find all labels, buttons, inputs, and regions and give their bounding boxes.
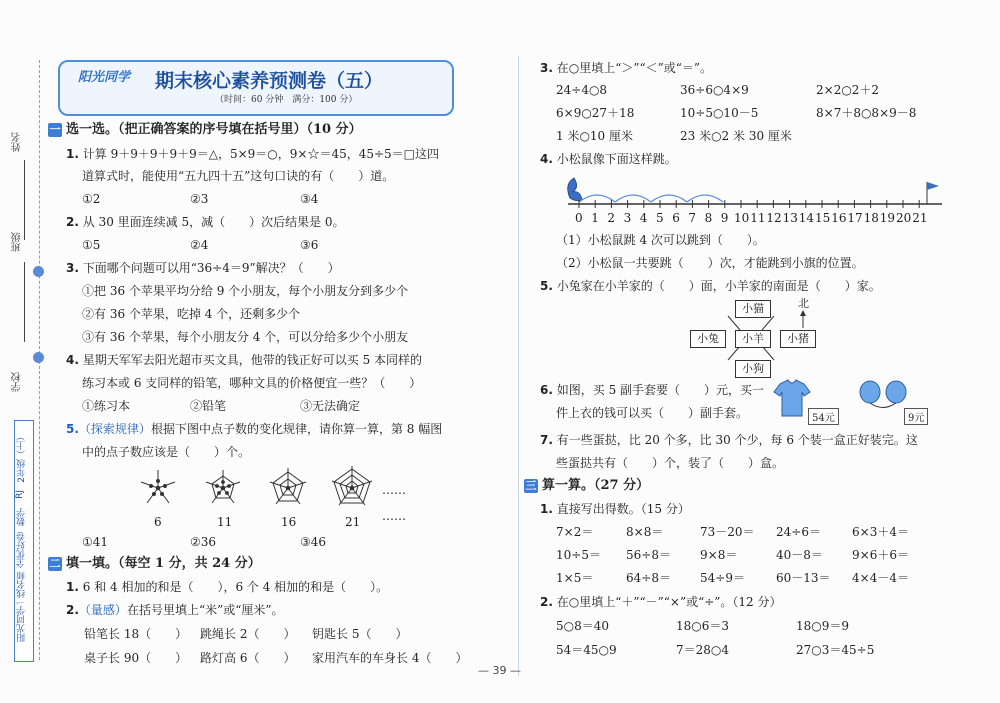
option: ①练习本 [82,399,131,413]
question-tag: （探索规律） [78,422,151,436]
compare-item: 36÷6○4×9 [680,83,749,97]
operator-item: 27○3＝45÷5 [796,643,875,657]
class-line [24,262,25,342]
number-line-label: 5 [656,211,664,225]
calc-item: 73－20＝ [700,525,755,539]
spine-text: 2年级（上） [17,432,27,483]
question-text: 6 和 4 相加的和是（ ），6 个 4 相加的和是（ ）。 [82,580,389,594]
fill-question-7 [540,432,918,448]
question-text: 下面哪个问题可以用“36÷4＝9”解决？（ ） [82,261,340,275]
fill-question-4 [540,151,677,167]
calc-item: 9×6＋6＝ [852,548,909,562]
fill-item: 钥匙长 5（ ） [312,627,408,641]
fill-question-3 [540,60,712,76]
map-cell-cat: 小猫 [735,300,771,318]
option: ②4 [190,238,209,252]
number-line-label: 1 [591,211,599,225]
question-number: 1. [540,502,553,516]
question-number: 2. [66,603,79,617]
compare-item: 23 米○2 米 30 厘米 [680,129,792,143]
compare-item: 8×7＋8○8×9－8 [816,106,917,120]
question-3 [66,260,340,276]
question-number: 3. [540,61,553,75]
question-2 [66,214,345,230]
map-cell-dog: 小狗 [735,360,771,378]
map-cell-sheep: 小羊 [735,330,771,348]
question-tag: （量感） [78,603,127,617]
fill-item: 铅笔长 18（ ） [84,627,188,641]
question-text: 练习本或 6 支同样的铅笔，哪种文具的价格便宜一些？（ ） [82,376,422,390]
number-line-label: 2 [607,211,616,225]
shirt-icon [772,378,812,418]
question-5 [66,421,442,437]
section-title: 选一选。（把正确答案的序号填在括号里）（10 分） [66,122,362,137]
calc-item: 10÷5＝ [556,548,601,562]
calc-item: 56÷8＝ [626,548,671,562]
continuation-dots: …… [382,483,406,497]
fill-item: 路灯高 6（ ） [200,651,296,665]
map-cell-rabbit: 小兔 [690,330,726,348]
compare-item: 6×9○27＋18 [556,106,635,120]
north-arrow-icon [798,310,808,330]
question-text: 些蛋挞共有（ ）个，装了（ ）盒。 [556,456,785,470]
question-text: 在○里填上“＋”“－”“×”或“÷”。（12 分） [556,595,782,609]
question-text: 有一些蛋挞，比 20 个多，比 30 个少，每 6 个装一盒正好装完。这 [556,433,918,447]
calc-item: 8×8＝ [626,525,664,539]
question-text: 小松鼠像下面这样跳。 [556,152,677,166]
question-number: 1. [66,147,79,161]
binding-hole [33,352,44,363]
star-figure-1 [141,470,175,503]
option: ③有 36 个苹果，每个小朋友分 4 个，可以分给多少个小朋友 [82,330,409,344]
question-text: 道算式时，能使用“五九四十五”这句口诀的有（ ）道。 [82,169,395,183]
calc-item: 4×4－4＝ [852,571,909,585]
calc-question-1 [540,501,690,517]
shirt-price-tag: 54元 [808,408,839,425]
question-text: 星期天军军去阳光超市买文具，他带的钱正好可以买 5 本同样的 [82,353,423,367]
option: ①2 [82,192,101,206]
squirrel-icon [568,178,582,201]
calc-item: 54÷9＝ [700,571,745,585]
star-figure-4 [332,466,372,505]
question-text: 直接写出得数。（15 分） [556,502,690,516]
flag-icon [927,182,939,204]
number-line-label: 15 [815,211,831,225]
operator-item: 18○9＝9 [796,619,850,633]
name-label: 姓名 [12,132,23,152]
section-badge: 三 [525,479,537,492]
binding-hole [33,266,44,277]
question-text: 件上衣的钱可以买（ ）副手套。 [556,406,749,420]
calc-item: 40－8＝ [776,548,823,562]
question-text: 在括号里填上“米”或“厘米”。 [126,603,284,617]
question-text: 中的点子数应该是（ ）个。 [82,445,251,459]
question-text: 根据下图中点子数的变化规律，请你算一算，第 8 幅图 [150,422,443,436]
option: ①把 36 个苹果平均分给 9 个小朋友，每个小朋友分到多少个 [82,284,409,298]
number-line-label: 20 [896,211,912,225]
number-line-label: 16 [831,211,847,225]
number-line-label: 13 [782,211,798,225]
spine-text: RJ [15,490,25,499]
section-heading [48,122,362,138]
question-number: 2. [66,215,79,229]
gloves-icon [856,378,912,412]
number-line-label: 18 [863,211,879,225]
option: ①41 [82,535,109,549]
operator-item: 54＝45○9 [556,643,617,657]
gloves-price-tag: 9元 [904,408,928,425]
question-number: 2. [540,595,553,609]
figure-label: 6 [154,515,162,529]
number-line-label: 0 [575,211,583,225]
operator-item: 7＝28○4 [676,643,730,657]
spine-text: 数学 [17,508,27,526]
question-text: 从 30 里面连续减 5，减（ ）次后结果是 0。 [82,215,345,229]
north-label: 北 [798,297,809,310]
number-line-label: 4 [639,211,648,225]
number-line-label: 21 [912,211,928,225]
question-text: 在○里填上“＞”“＜”或“＝”。 [556,61,713,75]
number-line-label: 6 [672,211,680,225]
question-text: 如图，买 5 副手套要（ ）元，买一 [556,383,765,397]
spine-logo: 阳光同学 [17,606,27,642]
number-line-label: 3 [623,211,632,225]
compare-item: 2×2○2＋2 [816,83,880,97]
number-line-label: 8 [704,211,713,225]
question-number: 5. [540,279,553,293]
calc-item: 60－13＝ [776,571,831,585]
option: ②铅笔 [190,399,227,413]
page-number: — 39 — [478,664,521,677]
question-number: 6. [540,383,553,397]
operator-item: 5○8＝40 [556,619,610,633]
jump-arcs [579,195,723,202]
question-number: 7. [540,433,553,447]
map-cell-pig: 小猪 [780,330,816,348]
operator-item: 18○6＝3 [676,619,730,633]
section-title: 填一填。（每空 1 分，共 24 分） [66,556,261,571]
school-label: 学校 [12,372,23,392]
sub-question: （2）小松鼠一共要跳（ ）次，才能跳到小旗的位置。 [556,256,864,270]
sub-question: （1）小松鼠跳 4 次可以跳到（ ）。 [556,233,765,247]
spine-text: 一线名师 全优好卷 [17,532,27,607]
fill-item: 桌子长 90（ ） [84,651,188,665]
fill-question-6 [540,382,764,398]
number-line-label: 9 [720,211,729,225]
page-subtitle: （时间：60 分钟 满分：100 分） [215,95,358,105]
calc-item: 1×5＝ [556,571,594,585]
option: ③46 [300,535,327,549]
continuation-dots: …… [382,509,406,523]
question-4 [66,352,422,368]
section-badge: 二 [49,557,61,570]
fill-question-1 [66,579,388,595]
number-line-label: 7 [688,211,697,225]
column-divider [518,56,519,676]
calc-item: 9×8＝ [700,548,738,562]
option: ②有 36 个苹果，吃掉 4 个，还剩多少个 [82,307,301,321]
question-number: 1. [66,580,79,594]
question-number: 5. [66,422,79,436]
section-heading [48,556,261,572]
section-badge: 一 [49,123,61,136]
fill-item: 家用汽车的车身长 4（ ） [312,651,468,665]
option: ①5 [82,238,101,252]
option: ③无法确定 [300,399,361,413]
class-label: 班级 [12,232,23,252]
fill-question-2 [66,602,283,618]
calc-item: 64÷8＝ [626,571,671,585]
option: ③6 [300,238,319,252]
option: ③4 [300,192,319,206]
calc-item: 6×3＋4＝ [852,525,909,539]
brand-logo: 阳光同学 [78,70,131,85]
number-line-label: 12 [766,211,782,225]
number-line-label: 11 [750,211,766,225]
name-line [24,160,25,240]
calc-item: 24÷6＝ [776,525,821,539]
calc-item: 7×2＝ [556,525,594,539]
compare-item: 10÷5○10－5 [680,106,759,120]
number-line-label: 19 [879,211,896,225]
calc-question-2 [540,594,782,610]
page-number-value: 39 [492,664,507,677]
section-heading [524,478,649,494]
number-line-label: 10 [734,211,750,225]
question-1 [66,146,439,162]
question-number: 4. [66,353,79,367]
question-text: 小兔家在小羊家的（ ）面，小羊家的南面是（ ）家。 [556,279,881,293]
option: ②3 [190,192,209,206]
figure-label: 16 [281,515,297,529]
question-text: 计算 9＋9＋9＋9＋9＝△，5×9＝○，9×☆＝45，45÷5＝□这四 [82,147,440,161]
figure-label: 11 [217,515,233,529]
number-line-label: 14 [798,211,815,225]
compare-item: 1 米○10 厘米 [556,129,634,143]
compare-item: 24÷4○8 [556,83,608,97]
section-title: 算一算。（27 分） [542,478,650,493]
figure-label: 21 [345,515,361,529]
number-line-label: 17 [847,211,863,225]
page-title: 期末核心素养预测卷（五） [155,70,384,92]
question-number: 4. [540,152,553,166]
question-number: 3. [66,261,79,275]
dot-pattern-figures [130,464,390,516]
option: ②36 [190,535,217,549]
fill-question-5 [540,278,881,294]
star-figure-3 [270,468,306,504]
fill-item: 跳绳长 2（ ） [200,627,296,641]
star-figure-2 [206,470,240,503]
